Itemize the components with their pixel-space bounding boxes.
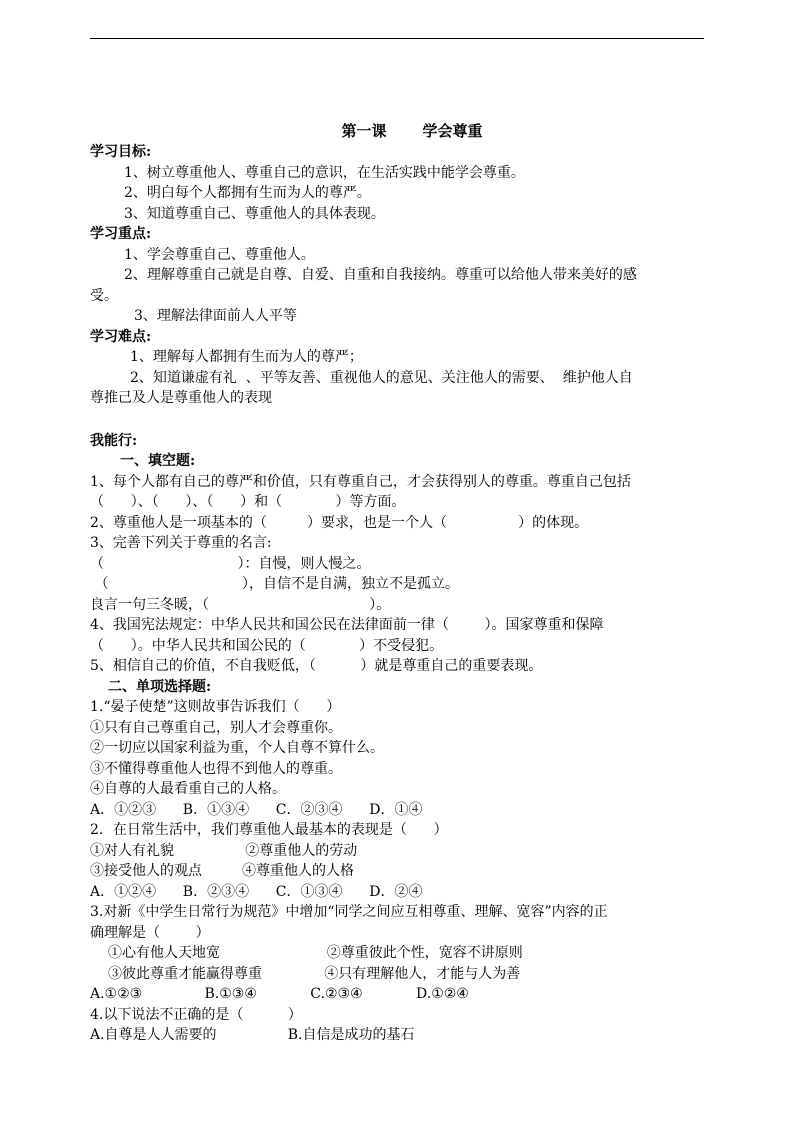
q2-option: ①对人有礼貌 ②尊重他人的劳动 bbox=[90, 842, 358, 859]
q3-option: ①心有他人天地宽 ②尊重彼此个性，宽容不讲原则 bbox=[108, 945, 523, 961]
q3-answers: A.①②③ B.①③④ C.②③④ D.①②④ bbox=[90, 986, 469, 1002]
difficulty-heading: 学习难点: bbox=[90, 328, 152, 345]
header-rule bbox=[90, 38, 704, 39]
q1-option: ④自尊的人最看重自己的人格。 bbox=[90, 781, 286, 797]
difficulty-item-cont: 尊推己及人是尊重他人的表现 bbox=[90, 390, 272, 406]
focus-item-cont: 受。 bbox=[90, 287, 118, 304]
q2-stem: 2．在日常生活中，我们尊重他人最基本的表现是（ ） bbox=[90, 822, 448, 838]
fill-line: （ ）：自慢，则人慢之。 bbox=[90, 555, 371, 572]
fill-line: 4、我国宪法规定：中华人民共和国公民在法律面前一律（ ）。国家尊重和保障 bbox=[90, 617, 604, 633]
fill-heading: 一、填空题: bbox=[120, 453, 196, 469]
title-lesson: 第一课 bbox=[341, 122, 387, 140]
fill-line: 3、完善下列关于尊重的名言: bbox=[90, 535, 272, 551]
q1-option: ①只有自己尊重自己，别人才会尊重你。 bbox=[90, 719, 342, 736]
q4-stem: 4.以下说法不正确的是（ ） bbox=[90, 1006, 302, 1023]
q1-option: ②一切应以国家利益为重，个人自尊不算什么。 bbox=[90, 740, 384, 756]
q1-stem: 1.“晏子使楚”这则故事告诉我们（ ） bbox=[90, 699, 341, 715]
focus-item: 3、理解法律面前人人平等 bbox=[134, 308, 297, 324]
difficulty-item: 2、知道谦虚有礼 、平等友善、重视他人的意见、关注他人的需要、 维护他人自 bbox=[130, 369, 633, 386]
focus-item: 1、学会尊重自己、尊重他人。 bbox=[124, 246, 315, 263]
fill-line: 1、每个人都有自己的尊严和价值，只有尊重自己，才会获得别人的尊重。尊重自己包括 bbox=[90, 473, 631, 490]
q1-answers: A．①②③ B．①③④ C．②③④ D．①④ bbox=[90, 801, 423, 818]
q3-stem: 3.对新《中学生日常行为规范》中增加“同学之间应互相尊重、理解、宽容”内容的正 bbox=[90, 904, 608, 920]
q3-option: ③彼此尊重才能赢得尊重 ④只有理解他人，才能与人为善 bbox=[108, 965, 521, 982]
q2-answers: A．①②④ B．②③④ C．①③④ D．②④ bbox=[90, 883, 423, 900]
fill-line: （ ），自信不是自满，独立不是孤立。 bbox=[90, 576, 459, 592]
fill-line: （ ）、（ ）、（ ）和（ ）等方面。 bbox=[90, 494, 406, 510]
practice-heading: 我能行: bbox=[90, 432, 138, 449]
q1-option: ③不懂得尊重他人也得不到他人的尊重。 bbox=[90, 760, 342, 777]
goal-item: 2、明白每个人都拥有生而为人的尊严。 bbox=[124, 185, 371, 201]
page-title bbox=[90, 120, 704, 142]
choice-heading: 二、单项选择题: bbox=[108, 678, 212, 695]
focus-heading: 学习重点: bbox=[90, 226, 152, 242]
fill-line: 良言一句三冬暖，（ ）。 bbox=[90, 596, 391, 613]
goals-heading: 学习目标: bbox=[90, 144, 152, 160]
title-topic: 学会尊重 bbox=[422, 122, 483, 140]
q4-options: A.自尊是人人需要的 B.自信是成功的基石 bbox=[90, 1027, 415, 1043]
focus-item: 2、理解尊重自己就是自尊、自爱、自重和自我接纳。尊重可以给他人带来美好的感 bbox=[124, 267, 637, 283]
goal-item: 1、树立尊重他人、尊重自己的意识，在生活实践中能学会尊重。 bbox=[124, 164, 525, 181]
fill-line: 5、相信自己的价值，不自我贬低，（ ）就是尊重自己的重要表现。 bbox=[90, 658, 543, 674]
fill-line: （ ）。中华人民共和国公民的（ ）不受侵犯。 bbox=[90, 637, 444, 654]
document-body bbox=[90, 120, 704, 1046]
difficulty-item: 1、理解每人都拥有生而为人的尊严； bbox=[130, 349, 363, 365]
goal-item: 3、知道尊重自己、尊重他人的具体表现。 bbox=[124, 205, 385, 222]
q3-stem-cont: 确理解是（ ） bbox=[90, 924, 210, 941]
fill-line: 2、尊重他人是一项基本的（ ）要求，也是一个人（ ）的体现。 bbox=[90, 514, 589, 531]
q2-option: ③接受他人的观点 ④尊重他人的人格 bbox=[90, 863, 355, 879]
